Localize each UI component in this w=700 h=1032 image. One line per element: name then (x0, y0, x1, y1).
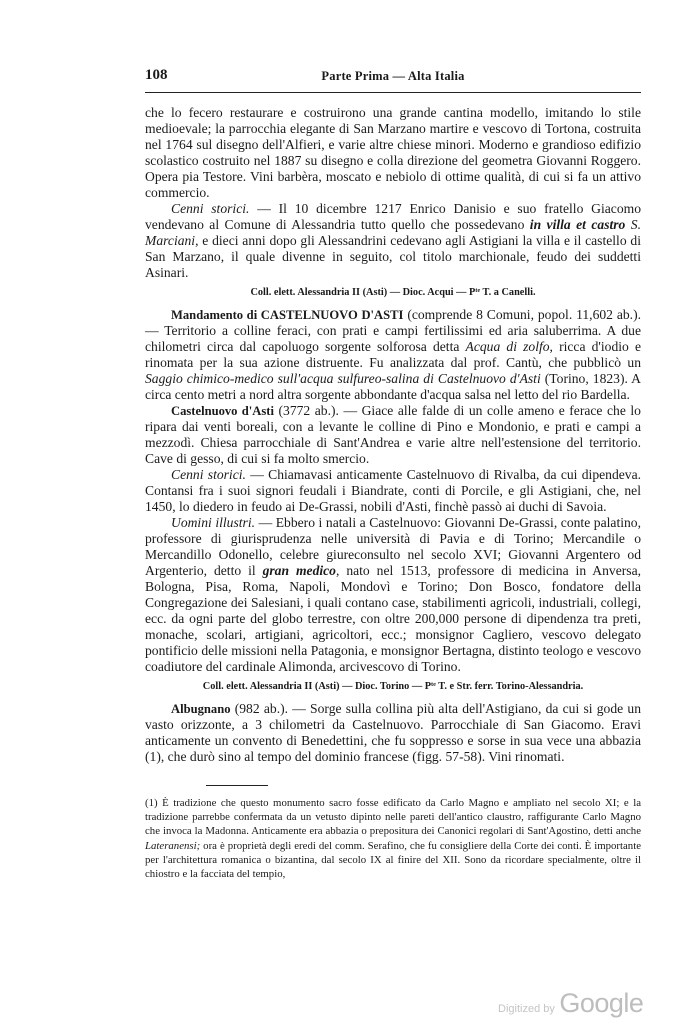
paragraph-castelnuovo: Castelnuovo d'Asti (3772 ab.). — Giace alle falde di un colle ameno e ferace che lo ripara dai venti boreali, con a levante le colline di Pino e Mondonio, e prati e campi a mezzodì. Chiesa parrocchiale di Sant'Andrea e varie altre nell'estensione del territorio. Cave di gesso, di cui si fa molto smercio. (145, 403, 641, 466)
header-rule (145, 92, 641, 93)
page-number: 108 (145, 67, 168, 83)
digitized-watermark (498, 988, 643, 1019)
page-header (145, 67, 641, 87)
paragraph-uomini-illustri: Uomini illustri. — Ebbero i natali a Castelnuovo: Giovanni De-Grassi, conte palatino, professore di giurisprudenza nelle università di Pavia e di Torino; Mercandile o Mercandillo Odonello, celebre giureconsulto nel secolo XVI; Giovanni Argentero od Argenterio, detto il gran medico, nato nel 1513, professore di medicina in Anversa, Bologna, Pisa, Roma, Napoli, Mondovì e Torino; Don Bosco, fondatore della Congregazione dei Salesiani, i quali contano case, stabilimenti agricoli, industriali, collegi, ecc. da ogni parte del globo terrestre, con oltre 200,000 persone di dipendenza tra preti, monache, scolari, artigiani, agricoltori, ecc.; monsignor Cagliero, vescovo delegato pontificio delle missioni nella Patagonia, e monsignor Bertagna, distinto teologo e vescovo coadiutore del cardinale Alimonda, arcivescovo di Torino. (145, 515, 641, 674)
paragraph-san-marzano: che lo fecero restaurare e costruirono una grande cantina modello, imitando lo stile medioevale; la parrocchia elegante di San Marzano martire e vescovo di Tortona, costruita nel 1764 sul disegno dell'Alfieri, e varie altre chiese minori. Moderno e grandioso edifizio scolastico costruito nel 1887 su disegno e colla direzione del geometra Giovanni Roggero. Opera pia Testore. Vini barbèra, moscato e nebiolo di ottime qualità, di cui si fa un attivo commercio. (145, 105, 641, 200)
running-title: Parte Prima — Alta Italia (321, 69, 465, 83)
paragraph-cenni-storici-san-marzano: Cenni storici. — Il 10 dicembre 1217 Enrico Danisio e suo fratello Giacomo vendevano al Comune di Alessandria tutto quello che possedevano in villa et castro S. Marciani, e dieci anni dopo gli Alessandrini cedevano agli Astigiani la villa e il castello di San Marzano, il quale divenne in seguito, col titolo marchionale, feudo dei suddetti Asinari. (145, 201, 641, 280)
footnote (145, 796, 641, 881)
footnote-rule (206, 785, 268, 786)
paragraph-albugnano: Albugnano (982 ab.). — Sorge sulla collina più alta dell'Astigiano, da cui si gode un vasto orizzonte, a 3 chilometri da Castelnuovo. Parrocchiale di San Giacomo. Eravi anticamente un convento di Benedettini, che fu soppresso e sorse in sua vece una abbazia (1), che durò sino al tempo del dominio francese (figg. 57-58). Vini rinomati. (145, 701, 641, 764)
collegio-line: Coll. elett. Alessandria II (Asti) — Dioc. Acqui — Pᵗᵉ T. a Canelli. (250, 287, 536, 298)
google-logo: Google (559, 988, 644, 1018)
paragraph-mandamento: Mandamento di CASTELNUOVO D'ASTI (comprende 8 Comuni, popol. 11,602 ab.). — Territorio a colline feraci, con prati e campi fertilissimi ed aria saluberrima. A due chilometri circa dal capoluogo sorgente solforosa detta Acqua di zolfo, ricca d'iodio e rinomata per la sua azione distruente. Fu analizzata dal prof. Cantù, che pubblicò un Saggio chimico-medico sull'acqua sulfureo-salina di Castelnuovo d'Asti (Torino, 1823). A circa cento metri a nord altra sorgente abbondante d'acqua salsa nel letto del rio Bardella. (145, 307, 641, 402)
body-text (145, 105, 641, 765)
collegio-line: Coll. elett. Alessandria II (Asti) — Dioc. Torino — Pᵗᵉ T. e Str. ferr. Torino-Alessandria. (202, 681, 584, 692)
footnote-text: (1) È tradizione che questo monumento sacro fosse edificato da Carlo Magno e ampliato nel secolo XI; e la tradizione parrebbe confermata da un vetusto dipinto nelle pareti dell'antico claustro, raffigurante Carlo Magno che invoca la Madonna. Anticamente era abbazia o prepositura dei Canonici regolari di Sant'Agostino, detti anche Lateranensi; ora è proprietà degli eredi del comm. Serafino, che fu consigliere della Corte dei conti. È importante per l'architettura romanica o bizantina, dal secolo IX al finire del XII. Sono da ricordare specialmente, oltre il chiostro e la facciata del tempio, (145, 797, 641, 881)
paragraph-cenni-storici-castelnuovo: Cenni storici. — Chiamavasi anticamente Castelnuovo di Rivalba, da cui dipendeva. Contansi fra i suoi signori feudali i Biandrate, conti di Porcile, e gli Astigiani, che, nel 1450, lo diedero in feudo ai De-Grassi, nobili d'Asti, finchè passò ai duchi di Savoia. (145, 467, 642, 514)
watermark-prefix: Digitized by (498, 1003, 555, 1015)
